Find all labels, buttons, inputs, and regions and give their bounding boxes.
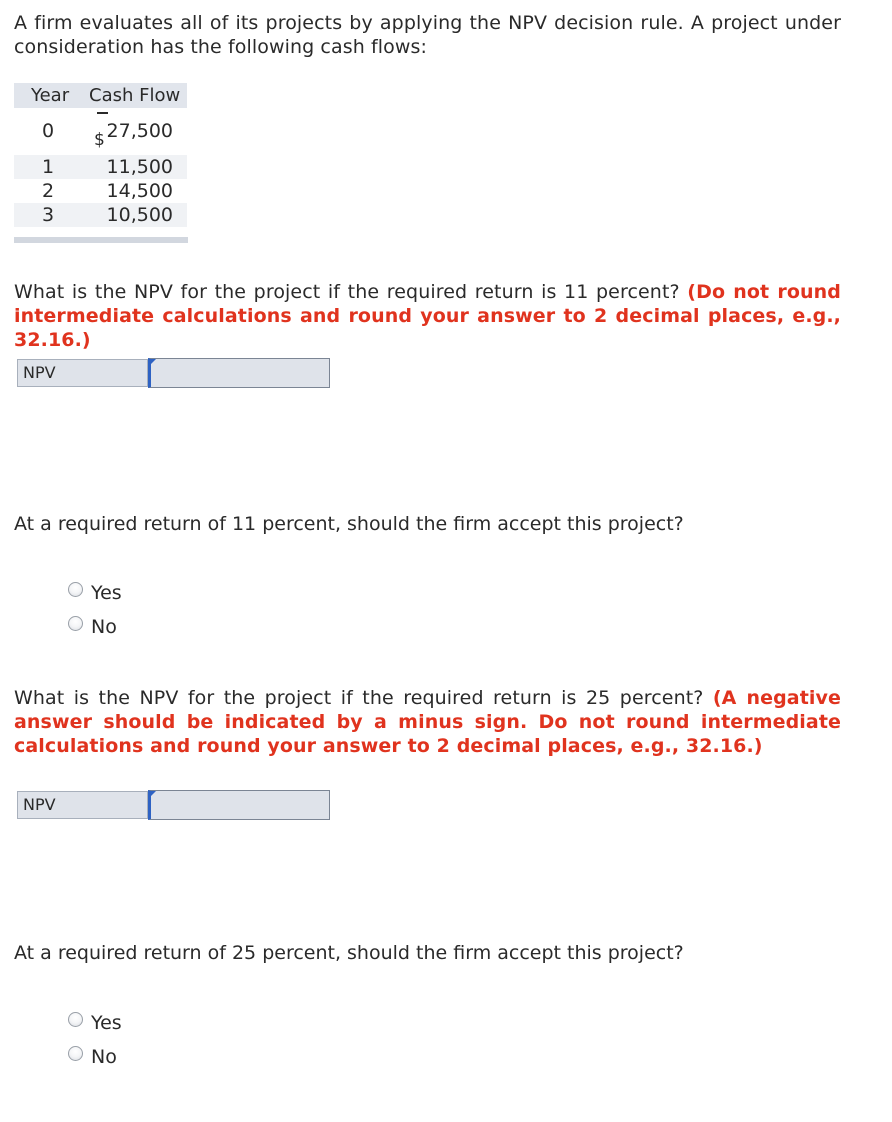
table-cell-cash-flow: 10,500 <box>106 204 173 226</box>
question-3 <box>14 686 841 758</box>
question-3-instruction: (A negative answer should be indicated by a minus sign. Do not round intermediate calculations and round your answer to 2 decimal places, e.g., 32.16.) <box>14 687 841 757</box>
npv-input-11[interactable] <box>148 358 330 388</box>
radio-yes-25[interactable] <box>68 1012 83 1027</box>
radio-label-no[interactable]: No <box>91 1046 117 1068</box>
radio-no-25[interactable] <box>68 1046 83 1061</box>
intro-text: A firm evaluates all of its projects by applying the NPV decision rule. A project under consideration has the following cash flows: <box>14 12 841 58</box>
cash-flow-table-header <box>14 83 187 108</box>
table-cell-cash-flow: 27,500 <box>106 120 173 142</box>
table-footer-bar <box>14 237 188 243</box>
radio-yes-11[interactable] <box>68 582 83 597</box>
table-cell-year: 3 <box>41 204 55 226</box>
npv-label-25: NPV <box>17 791 148 819</box>
negative-sign <box>97 112 108 114</box>
radio-label-yes[interactable]: Yes <box>91 1012 122 1034</box>
question-2-text: At a required return of 11 percent, should the firm accept this project? <box>14 513 684 535</box>
question-1 <box>14 280 841 352</box>
cash-flow-column-header: Cash Flow <box>89 85 181 106</box>
radio-no-11[interactable] <box>68 616 83 631</box>
radio-label-no[interactable]: No <box>91 616 117 638</box>
table-cell-year: 1 <box>41 156 55 178</box>
question-3-text: What is the NPV for the project if the required return is 25 percent? <box>14 687 704 709</box>
npv-input-25[interactable] <box>148 790 330 820</box>
table-cell-year: 2 <box>41 180 55 202</box>
radio-label-yes[interactable]: Yes <box>91 582 122 604</box>
table-cell-cash-flow: 11,500 <box>106 156 173 178</box>
currency-symbol: $ <box>94 130 105 150</box>
table-cell-year: 0 <box>41 120 55 142</box>
year-column-header: Year <box>31 85 70 106</box>
question-1-instruction: (Do not round intermediate calculations and round your answer to 2 decimal places, e.g., 32.16.) <box>14 281 841 351</box>
table-cell-cash-flow: 14,500 <box>106 180 173 202</box>
question-4-text: At a required return of 25 percent, should the firm accept this project? <box>14 942 684 964</box>
npv-label-11: NPV <box>17 359 148 387</box>
question-1-text: What is the NPV for the project if the required return is 11 percent? <box>14 281 680 303</box>
